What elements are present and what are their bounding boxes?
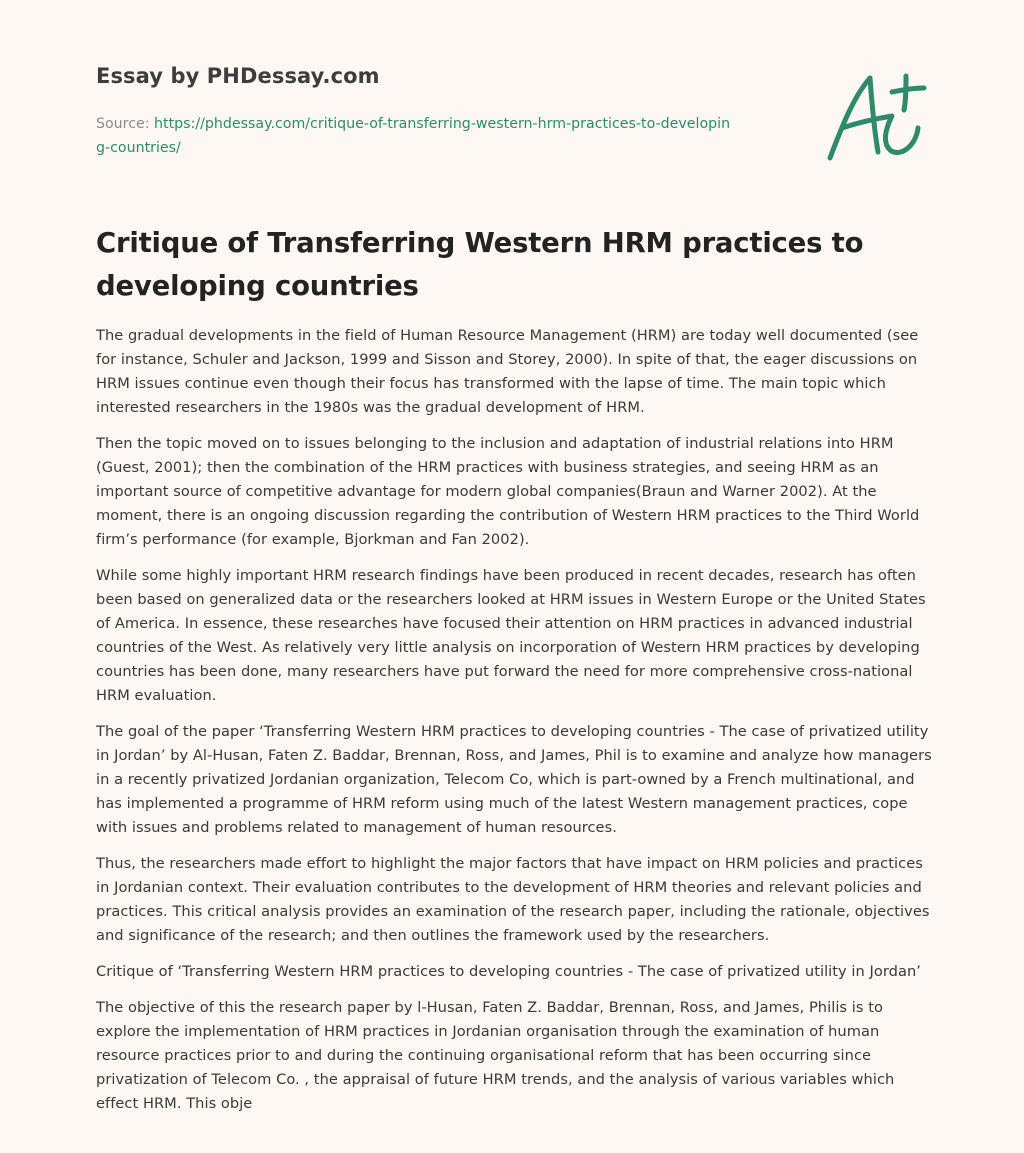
essay-paragraph: Thus, the researchers made effort to highlight the major factors that have impact on HRM policies and practices in Jordanian context. Their evaluation contributes to the development of HRM theories and relevant policies and practices. This critical analysis provides an examination of the research paper, including the rationale, objectives and significance of the research; and then outlines the framework used by the researchers.: [96, 855, 930, 944]
essay-paragraph: The gradual developments in the field of Human Resource Management (HRM) are today well documented (see for instance, Schuler and Jackson, 1999 and Sisson and Storey, 2000). In spite of that, the eager discussions on HRM issues continue even though their focus has transformed with the lapse of time. The main topic which interested researchers in the 1980s was the gradual development of HRM.: [96, 327, 919, 416]
source-label: Source:: [96, 116, 155, 132]
essay-title: Critique of Transferring Western HRM practices to developing countries: [96, 227, 864, 302]
essay-paragraph: The objective of this the research paper by l-Husan, Faten Z. Baddar, Brennan, Ross, and James, Philis is to explore the implementation of HRM practices in Jordanian organisation through the examination of human resource practices prior to and during the continuing organisational reform that has been occurring since privatization of Telecom Co. , the appraisal of future HRM trends, and the analysis of various variables which effect HRM. This obje: [96, 999, 895, 1112]
site-title: Essay by PHDessay.com: [96, 64, 380, 88]
essay-paragraph: The goal of the paper ‘Transferring Western HRM practices to developing countries - The case of privatized utility in Jordan’ by Al-Husan, Faten Z. Baddar, Brennan, Ross, and James, Phil is to examine and analyze how managers in a recently privatized Jordanian organization, Telecom Co, which is part-owned by a French multinational, and has implemented a programme of HRM reform using much of the latest Western management practices, cope with issues and problems related to management of human resources.: [96, 723, 932, 836]
essay-body: [96, 324, 932, 1128]
essay-paragraph: Then the topic moved on to issues belonging to the inclusion and adaptation of industrial relations into HRM (Guest, 2001); then the combination of the HRM practices with business strategies, and seeing HRM as an important source of competitive advantage for modern global companies(Braun and Warner 2002). At the moment, there is an ongoing discussion regarding the contribution of Western HRM practices to the Third World firm’s performance (for example, Bjorkman and Fan 2002).: [96, 435, 920, 548]
source-line: [96, 112, 736, 160]
source-link[interactable]: https://phdessay.com/critique-of-transferring-western-hrm-practices-to-developing-countries/: [96, 116, 731, 156]
a-plus-logo-icon: [820, 66, 930, 166]
section-heading: Critique of ‘Transferring Western HRM practices to developing countries - The case of privatized utility in Jordan’: [96, 963, 921, 980]
essay-paragraph: While some highly important HRM research findings have been produced in recent decades, research has often been based on generalized data or the researchers looked at HRM issues in Western Europe or the United States of America. In essence, these researches have focused their attention on HRM practices in advanced industrial countries of the West. As relatively very little analysis on incorporation of Western HRM practices by developing countries has been done, many researchers have put forward the need for more comprehensive cross-national HRM evaluation.: [96, 567, 926, 704]
